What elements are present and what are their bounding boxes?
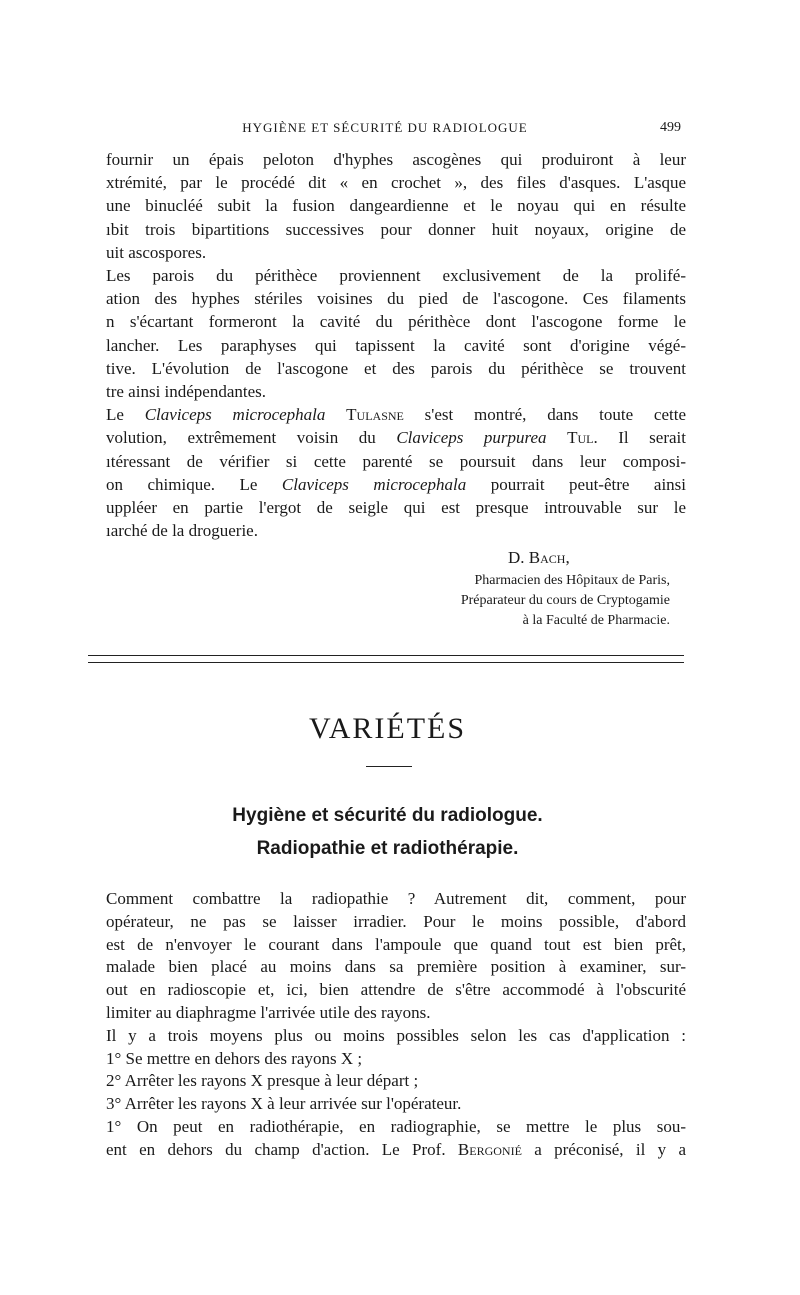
author-name: Tulasne (346, 405, 404, 425)
page-number: 499 (660, 120, 681, 135)
text-line: uit ascospores. (106, 242, 207, 262)
text-line: fournir un épais peloton d'hyphes ascogènes qui produiront à leur (106, 150, 686, 169)
text-line: 1° On peut en radiothérapie, en radiographie, se mettre le plus sou- (106, 1116, 686, 1136)
affiliation-line: Pharmacien des Hôpitaux de Paris, (474, 573, 670, 588)
paragraph (106, 888, 686, 1025)
article-end-body (106, 148, 686, 542)
author-signature (508, 548, 700, 568)
text-line: opérateur, ne pas se laisser irradier. Pour le moins possible, d'abord (106, 911, 686, 931)
species-name: Claviceps microcephala (281, 474, 467, 494)
text-line: ıtéressant de vérifier si cette parenté se poursuit dans leur composi- (106, 451, 686, 471)
text-line (106, 473, 686, 496)
article-subtitle: Radiopathie et radiothérapie. (256, 838, 519, 859)
text-line (106, 403, 686, 426)
text-line: Les parois du périthèce proviennent exclusivement de la prolifé- (106, 266, 686, 286)
text-line: ıbit trois bipartitions successives pour donner huit noyaux, origine de (106, 219, 686, 239)
section-divider (88, 655, 684, 663)
paragraph (106, 1116, 686, 1162)
article-title: Hygiène et sécurité du radiologue. (232, 805, 543, 826)
paragraph (106, 148, 686, 264)
author-initial: D. (508, 548, 525, 567)
text-line: malade bien placé au moins dans sa première position à examiner, sur- (106, 957, 686, 977)
text-line (106, 426, 686, 449)
author-name: Tul. (567, 428, 598, 448)
affiliation-line: Préparateur du cours de Cryptogamie (460, 593, 670, 608)
text-line: out en radioscopie et, ici, bien attendre de s'être accommodé à l'obscurité (106, 980, 686, 1000)
text-fragment: a préconisé, il y a (534, 1139, 687, 1159)
signature (400, 548, 700, 568)
section-title: VARIÉTÉS (308, 712, 467, 745)
article-body (106, 888, 686, 1162)
text-line: tre ainsi indépendantes. (106, 382, 267, 402)
text-line: limiter au diaphragme l'arrivée utile des rayons. (106, 1002, 431, 1022)
list-item: 2° Arrêter les rayons X presque à leur départ ; (106, 1071, 419, 1091)
list-item: 3° Arrêter les rayons X à leur arrivée sur l'opérateur. (106, 1094, 462, 1114)
text-fragment: on chimique. Le (106, 474, 258, 494)
text-fragment: s'est montré, dans toute cette (424, 405, 686, 425)
text-line: une binucléé subit la fusion dangeardienne et le noyau qui en résulte (106, 196, 686, 216)
text-line: xtrémité, par le procédé dit « en crochet », des files d'asques. L'asque (106, 173, 686, 193)
running-title: HYGIÈNE ET SÉCURITÉ DU RADIOLOGUE (242, 120, 528, 135)
paragraph (106, 403, 686, 542)
text-fragment: volution, extrêmement voisin du (106, 428, 376, 448)
text-line: ation des hyphes stériles voisines du pied de l'ascogone. Ces filaments (106, 289, 686, 309)
text-line: n s'écartant formeront la cavité du périthèce dont l'ascogone forme le (106, 312, 686, 332)
text-line: Comment combattre la radiopathie ? Autrement dit, comment, pour (106, 889, 686, 908)
species-name: Claviceps purpurea (396, 428, 547, 448)
author-name: Bergonié (457, 1139, 522, 1159)
text-line: tive. L'évolution de l'ascogone et des parois du périthèce se trouvent (106, 358, 686, 378)
text-line (106, 1139, 686, 1162)
list-item: 1° Se mettre en dehors des rayons X ; (106, 1048, 363, 1068)
text-fragment: ent en dehors du champ d'action. Le Prof. (106, 1139, 446, 1159)
author-surname: Bach, (528, 548, 570, 567)
species-name: Claviceps microcephala (144, 405, 326, 425)
text-line: est de n'envoyer le courant dans l'ampoule que quand tout est bien prêt, (106, 934, 686, 954)
text-fragment: pourrait peut-être ainsi (490, 474, 687, 494)
paragraph (106, 264, 686, 403)
text-fragment: Le (106, 405, 124, 425)
affiliation-line: à la Faculté de Pharmacie. (522, 613, 670, 628)
title-rule (366, 766, 412, 767)
text-fragment: Il serait (618, 428, 686, 448)
author-affiliation (400, 571, 670, 631)
text-line: lancher. Les paraphyses qui tapissent la cavité sont d'origine végé- (106, 335, 686, 355)
text-line: ıarché de la droguerie. (106, 521, 258, 541)
numbered-list (106, 1048, 686, 1116)
text-line: uppléer en partie l'ergot de seigle qui est presque introuvable sur le (106, 498, 686, 518)
paragraph (106, 1025, 686, 1048)
text-line: Il y a trois moyens plus ou moins possibles selon les cas d'application : (106, 1025, 686, 1045)
